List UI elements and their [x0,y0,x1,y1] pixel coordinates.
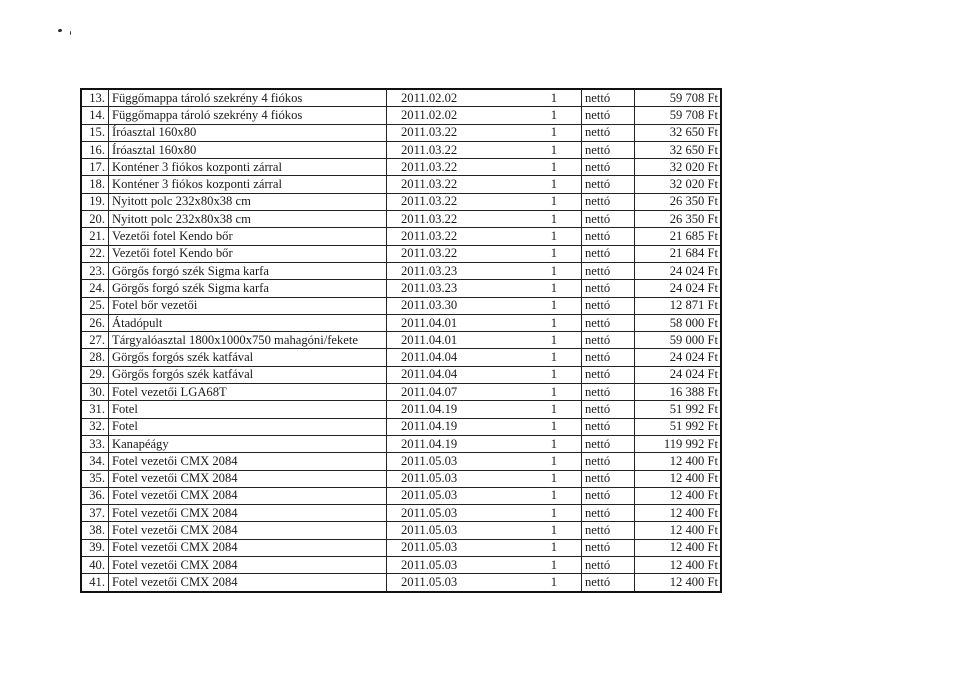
table-row [81,245,721,262]
quantity-cell: 1 [504,522,582,539]
price-cell: 12 400 Ft [635,453,722,470]
purchase-date-cell: 2011.03.22 [387,193,505,210]
item-name-cell: Görgős forgós szék katfával [109,366,387,383]
price-cell: 32 020 Ft [635,159,722,176]
quantity-cell: 1 [504,262,582,279]
purchase-date-cell: 2011.03.23 [387,280,505,297]
table-row [81,349,721,366]
price-cell: 21 684 Ft [635,245,722,262]
quantity-cell: 1 [504,384,582,401]
price-cell: 24 024 Ft [635,262,722,279]
price-cell: 59 708 Ft [635,89,722,107]
item-name-cell: Íróasztal 160x80 [109,124,387,141]
price-type-cell: nettó [582,487,635,504]
purchase-date-cell: 2011.04.19 [387,418,505,435]
item-name-cell: Fotel bőr vezetői [109,297,387,314]
table-row [81,262,721,279]
price-type-cell: nettó [582,349,635,366]
item-name-cell: Kanapéágy [109,435,387,452]
row-number-cell: 26. [81,314,109,331]
quantity-cell: 1 [504,349,582,366]
purchase-date-cell: 2011.03.22 [387,124,505,141]
price-cell: 12 400 Ft [635,574,722,592]
price-cell: 12 871 Ft [635,297,722,314]
table-row [81,487,721,504]
item-name-cell: Fotel [109,401,387,418]
table-row [81,384,721,401]
price-type-cell: nettó [582,470,635,487]
row-number-cell: 38. [81,522,109,539]
quantity-cell: 1 [504,418,582,435]
table-row [81,193,721,210]
purchase-date-cell: 2011.04.01 [387,314,505,331]
price-cell: 32 650 Ft [635,141,722,158]
quantity-cell: 1 [504,557,582,574]
purchase-date-cell: 2011.04.04 [387,366,505,383]
item-name-cell: Íróasztal 160x80 [109,141,387,158]
price-type-cell: nettó [582,297,635,314]
price-cell: 24 024 Ft [635,349,722,366]
table-row [81,228,721,245]
table-row [81,280,721,297]
table-row [81,366,721,383]
item-name-cell: Fotel vezetői CMX 2084 [109,487,387,504]
price-type-cell: nettó [582,211,635,228]
row-number-cell: 17. [81,159,109,176]
price-cell: 24 024 Ft [635,280,722,297]
quantity-cell: 1 [504,574,582,592]
price-cell: 16 388 Ft [635,384,722,401]
row-number-cell: 16. [81,141,109,158]
table-row [81,107,721,124]
item-name-cell: Függőmappa tároló szekrény 4 fiókos [109,89,387,107]
price-type-cell: nettó [582,435,635,452]
table-row [81,401,721,418]
price-type-cell: nettó [582,159,635,176]
quantity-cell: 1 [504,332,582,349]
quantity-cell: 1 [504,159,582,176]
item-name-cell: Átadópult [109,314,387,331]
purchase-date-cell: 2011.02.02 [387,107,505,124]
row-number-cell: 35. [81,470,109,487]
quantity-cell: 1 [504,435,582,452]
price-cell: 12 400 Ft [635,505,722,522]
purchase-date-cell: 2011.03.22 [387,176,505,193]
price-type-cell: nettó [582,176,635,193]
row-number-cell: 15. [81,124,109,141]
row-number-cell: 14. [81,107,109,124]
table-row [81,141,721,158]
row-number-cell: 13. [81,89,109,107]
item-name-cell: Fotel vezetői CMX 2084 [109,557,387,574]
item-name-cell: Fotel [109,418,387,435]
price-type-cell: nettó [582,453,635,470]
purchase-date-cell: 2011.04.04 [387,349,505,366]
price-type-cell: nettó [582,332,635,349]
price-type-cell: nettó [582,539,635,556]
table-row [81,297,721,314]
price-type-cell: nettó [582,314,635,331]
price-cell: 12 400 Ft [635,522,722,539]
price-type-cell: nettó [582,366,635,383]
price-type-cell: nettó [582,505,635,522]
price-type-cell: nettó [582,384,635,401]
row-number-cell: 24. [81,280,109,297]
quantity-cell: 1 [504,124,582,141]
purchase-date-cell: 2011.05.03 [387,539,505,556]
row-number-cell: 25. [81,297,109,314]
row-number-cell: 18. [81,176,109,193]
price-cell: 12 400 Ft [635,470,722,487]
table-row [81,435,721,452]
quantity-cell: 1 [504,89,582,107]
row-number-cell: 40. [81,557,109,574]
row-number-cell: 20. [81,211,109,228]
purchase-date-cell: 2011.03.22 [387,245,505,262]
price-cell: 32 650 Ft [635,124,722,141]
price-type-cell: nettó [582,89,635,107]
table-row [81,470,721,487]
price-type-cell: nettó [582,280,635,297]
purchase-date-cell: 2011.05.03 [387,557,505,574]
scan-speck [70,31,71,35]
item-name-cell: Függőmappa tároló szekrény 4 fiókos [109,107,387,124]
row-number-cell: 27. [81,332,109,349]
row-number-cell: 19. [81,193,109,210]
quantity-cell: 1 [504,280,582,297]
quantity-cell: 1 [504,314,582,331]
inventory-table-body [81,89,721,592]
item-name-cell: Nyitott polc 232x80x38 cm [109,211,387,228]
table-row [81,332,721,349]
purchase-date-cell: 2011.04.07 [387,384,505,401]
item-name-cell: Konténer 3 fiókos kozponti zárral [109,159,387,176]
price-type-cell: nettó [582,522,635,539]
purchase-date-cell: 2011.05.03 [387,453,505,470]
quantity-cell: 1 [504,245,582,262]
item-name-cell: Fotel vezetői CMX 2084 [109,574,387,592]
item-name-cell: Fotel vezetői CMX 2084 [109,522,387,539]
table-row [81,418,721,435]
price-cell: 59 708 Ft [635,107,722,124]
price-type-cell: nettó [582,245,635,262]
price-type-cell: nettó [582,124,635,141]
price-cell: 51 992 Ft [635,418,722,435]
row-number-cell: 22. [81,245,109,262]
purchase-date-cell: 2011.05.03 [387,522,505,539]
item-name-cell: Vezetői fotel Kendo bőr [109,228,387,245]
quantity-cell: 1 [504,193,582,210]
table-row [81,159,721,176]
table-row [81,453,721,470]
inventory-table [80,88,722,593]
purchase-date-cell: 2011.02.02 [387,89,505,107]
price-cell: 12 400 Ft [635,539,722,556]
price-cell: 51 992 Ft [635,401,722,418]
row-number-cell: 21. [81,228,109,245]
price-type-cell: nettó [582,262,635,279]
purchase-date-cell: 2011.04.19 [387,435,505,452]
item-name-cell: Nyitott polc 232x80x38 cm [109,193,387,210]
price-type-cell: nettó [582,107,635,124]
row-number-cell: 39. [81,539,109,556]
purchase-date-cell: 2011.04.01 [387,332,505,349]
price-type-cell: nettó [582,228,635,245]
row-number-cell: 23. [81,262,109,279]
row-number-cell: 29. [81,366,109,383]
row-number-cell: 30. [81,384,109,401]
table-row [81,539,721,556]
quantity-cell: 1 [504,211,582,228]
price-cell: 32 020 Ft [635,176,722,193]
price-cell: 119 992 Ft [635,435,722,452]
row-number-cell: 36. [81,487,109,504]
price-type-cell: nettó [582,141,635,158]
item-name-cell: Görgős forgós szék katfával [109,349,387,366]
price-cell: 26 350 Ft [635,211,722,228]
quantity-cell: 1 [504,539,582,556]
price-type-cell: nettó [582,557,635,574]
item-name-cell: Fotel vezetői CMX 2084 [109,539,387,556]
table-row [81,314,721,331]
quantity-cell: 1 [504,453,582,470]
purchase-date-cell: 2011.05.03 [387,574,505,592]
purchase-date-cell: 2011.03.22 [387,211,505,228]
purchase-date-cell: 2011.05.03 [387,470,505,487]
quantity-cell: 1 [504,228,582,245]
row-number-cell: 37. [81,505,109,522]
quantity-cell: 1 [504,470,582,487]
purchase-date-cell: 2011.03.23 [387,262,505,279]
price-cell: 12 400 Ft [635,487,722,504]
purchase-date-cell: 2011.05.03 [387,505,505,522]
purchase-date-cell: 2011.03.30 [387,297,505,314]
quantity-cell: 1 [504,297,582,314]
price-type-cell: nettó [582,418,635,435]
quantity-cell: 1 [504,141,582,158]
quantity-cell: 1 [504,401,582,418]
table-row [81,574,721,592]
purchase-date-cell: 2011.05.03 [387,487,505,504]
purchase-date-cell: 2011.03.22 [387,228,505,245]
item-name-cell: Fotel vezetői CMX 2084 [109,453,387,470]
price-cell: 26 350 Ft [635,193,722,210]
item-name-cell: Vezetői fotel Kendo bőr [109,245,387,262]
price-cell: 21 685 Ft [635,228,722,245]
row-number-cell: 32. [81,418,109,435]
item-name-cell: Tárgyalóasztal 1800x1000x750 mahagóni/fekete [109,332,387,349]
price-cell: 12 400 Ft [635,557,722,574]
quantity-cell: 1 [504,176,582,193]
quantity-cell: 1 [504,487,582,504]
table-row [81,176,721,193]
purchase-date-cell: 2011.04.19 [387,401,505,418]
row-number-cell: 31. [81,401,109,418]
row-number-cell: 28. [81,349,109,366]
item-name-cell: Görgős forgó szék Sigma karfa [109,262,387,279]
purchase-date-cell: 2011.03.22 [387,159,505,176]
row-number-cell: 33. [81,435,109,452]
table-row [81,557,721,574]
item-name-cell: Konténer 3 fiókos kozponti zárral [109,176,387,193]
item-name-cell: Fotel vezetői LGA68T [109,384,387,401]
row-number-cell: 41. [81,574,109,592]
price-cell: 58 000 Ft [635,314,722,331]
purchase-date-cell: 2011.03.22 [387,141,505,158]
table-row [81,522,721,539]
scan-speck [58,28,63,32]
item-name-cell: Fotel vezetői CMX 2084 [109,470,387,487]
price-cell: 24 024 Ft [635,366,722,383]
table-row [81,211,721,228]
price-type-cell: nettó [582,574,635,592]
price-cell: 59 000 Ft [635,332,722,349]
item-name-cell: Fotel vezetői CMX 2084 [109,505,387,522]
quantity-cell: 1 [504,107,582,124]
item-name-cell: Görgős forgó szék Sigma karfa [109,280,387,297]
table-row [81,124,721,141]
price-type-cell: nettó [582,193,635,210]
table-row [81,505,721,522]
quantity-cell: 1 [504,366,582,383]
quantity-cell: 1 [504,505,582,522]
table-row [81,89,721,107]
row-number-cell: 34. [81,453,109,470]
price-type-cell: nettó [582,401,635,418]
